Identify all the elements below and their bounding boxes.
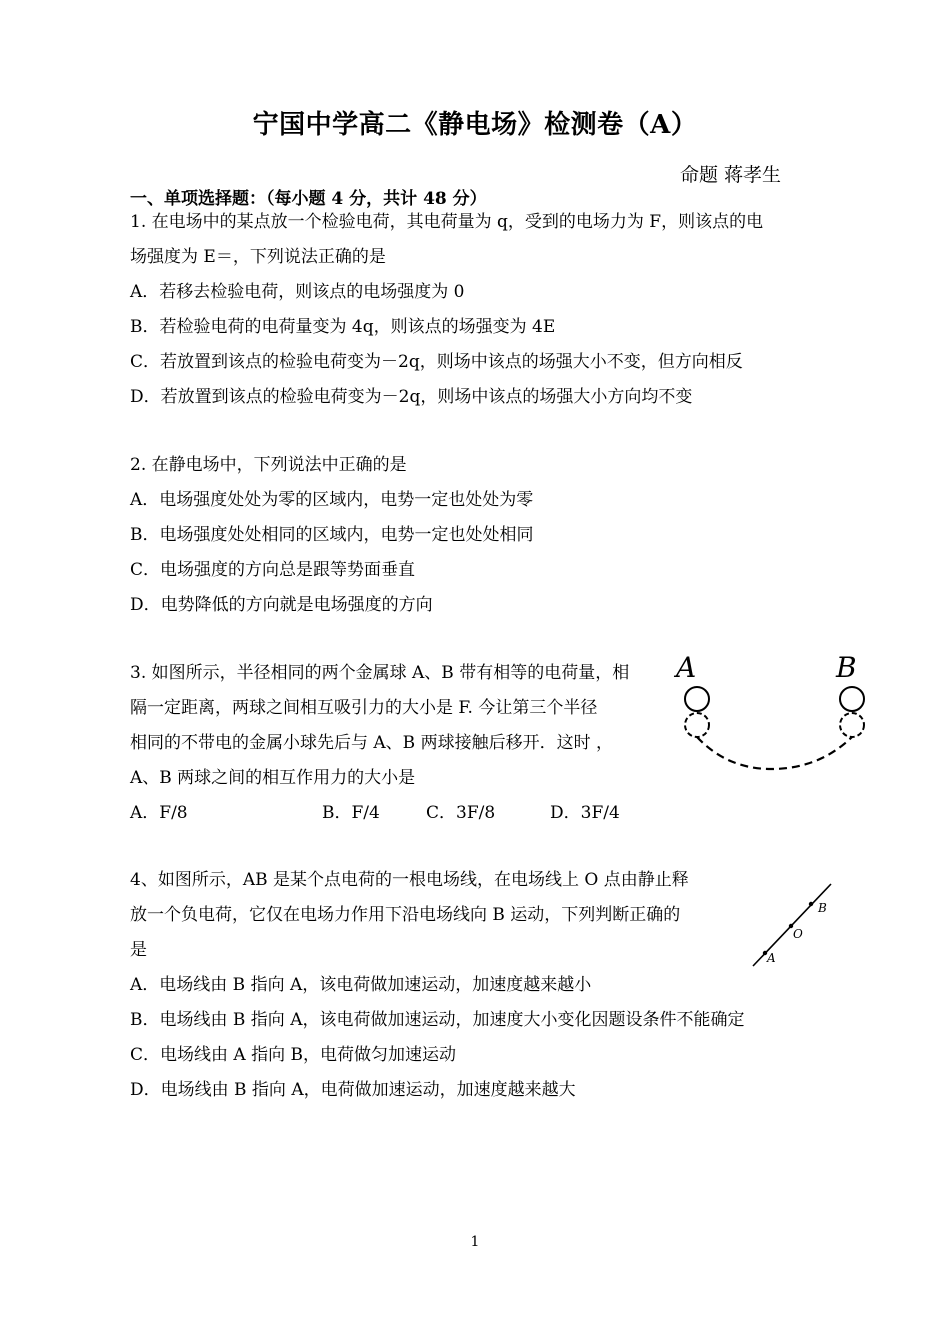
q3-stem-line1: 3. 如图所示，半径相同的两个金属球 A、B 带有相等的电荷量，相 bbox=[130, 663, 630, 683]
q4-option-b: B．电场线由 B 指向 A，该电荷做加速运动，加速度大小变化因题设条件不能确定 bbox=[130, 1010, 745, 1030]
q3-sphere-a bbox=[685, 687, 709, 711]
q1-option-d: D．若放置到该点的检验电荷变为－2q，则场中该点的场强大小方向均不变 bbox=[130, 387, 693, 407]
q3-figure bbox=[668, 645, 878, 780]
q1-option-c: C．若放置到该点的检验电荷变为－2q，则场中该点的场强大小不变，但方向相反 bbox=[130, 352, 743, 372]
q4-point-b bbox=[809, 902, 813, 906]
author-line: 命题 蒋孝生 bbox=[680, 164, 782, 186]
q3-stem-line4: A、B 两球之间的相互作用力的大小是 bbox=[130, 768, 416, 788]
q1-option-a: A．若移去检验电荷，则该点的电场强度为 0 bbox=[130, 282, 465, 302]
q3-stem-line2: 隔一定距离，两球之间相互吸引力的大小是 F. 今让第三个半径 bbox=[130, 698, 598, 718]
q4-option-a: A．电场线由 B 指向 A，该电荷做加速运动，加速度越来越小 bbox=[130, 975, 592, 995]
q3-path-arc bbox=[697, 737, 852, 769]
q3-stem-line3: 相同的不带电的金属小球先后与 A、B 两球接触后移开．这时 ， bbox=[130, 733, 613, 753]
q4-figure bbox=[745, 880, 845, 972]
q4-stem-line3: 是 bbox=[130, 940, 147, 960]
page-title: 宁国中学高二《静电场》检测卷（A） bbox=[252, 110, 698, 140]
q3-option-c: C．3F/8 bbox=[426, 803, 496, 823]
q3-figure-label-a: A bbox=[676, 651, 697, 684]
q3-third-sphere-a bbox=[685, 713, 709, 737]
q3-third-sphere-b bbox=[840, 713, 864, 737]
q1-stem-line2: 场强度为 E＝，下列说法正确的是 bbox=[130, 247, 386, 267]
q3-sphere-b bbox=[840, 687, 864, 711]
q4-option-d: D．电场线由 B 指向 A，电荷做加速运动，加速度越来越大 bbox=[130, 1080, 576, 1100]
section-heading: 一、单项选择题：（每小题 4 分，共计 48 分） bbox=[130, 189, 487, 209]
q3-option-d: D．3F/4 bbox=[550, 803, 620, 823]
q4-stem-line1: 4、如图所示，AB 是某个点电荷的一根电场线，在电场线上 O 点由静止释 bbox=[130, 870, 689, 890]
q1-stem-line1: 1. 在电场中的某点放一个检验电荷，其电荷量为 q，受到的电场力为 F，则该点的电 bbox=[130, 212, 764, 232]
q2-option-c: C．电场强度的方向总是跟等势面垂直 bbox=[130, 560, 416, 580]
q4-option-c: C．电场线由 A 指向 B，电荷做匀加速运动 bbox=[130, 1045, 456, 1065]
q1-option-b: B．若检验电荷的电荷量变为 4q，则该点的场强变为 4E bbox=[130, 317, 556, 337]
q2-stem: 2. 在静电场中，下列说法中正确的是 bbox=[130, 455, 407, 475]
page-number: 1 bbox=[470, 1234, 480, 1250]
q2-option-a: A．电场强度处处为零的区域内，电势一定也处处为零 bbox=[130, 490, 534, 510]
q3-figure-label-b: B bbox=[836, 651, 857, 684]
q3-option-b: B．F/4 bbox=[322, 803, 380, 823]
q4-stem-line2: 放一个负电荷，它仅在电场力作用下沿电场线向 B 运动，下列判断正确的 bbox=[130, 905, 681, 925]
q4-label-a: A bbox=[767, 951, 776, 965]
q2-option-d: D．电势降低的方向就是电场强度的方向 bbox=[130, 595, 433, 615]
q2-option-b: B．电场强度处处相同的区域内，电势一定也处处相同 bbox=[130, 525, 534, 545]
q3-option-a: A．F/8 bbox=[130, 803, 188, 823]
q4-label-o: O bbox=[793, 927, 803, 941]
q4-label-b: B bbox=[818, 901, 827, 915]
